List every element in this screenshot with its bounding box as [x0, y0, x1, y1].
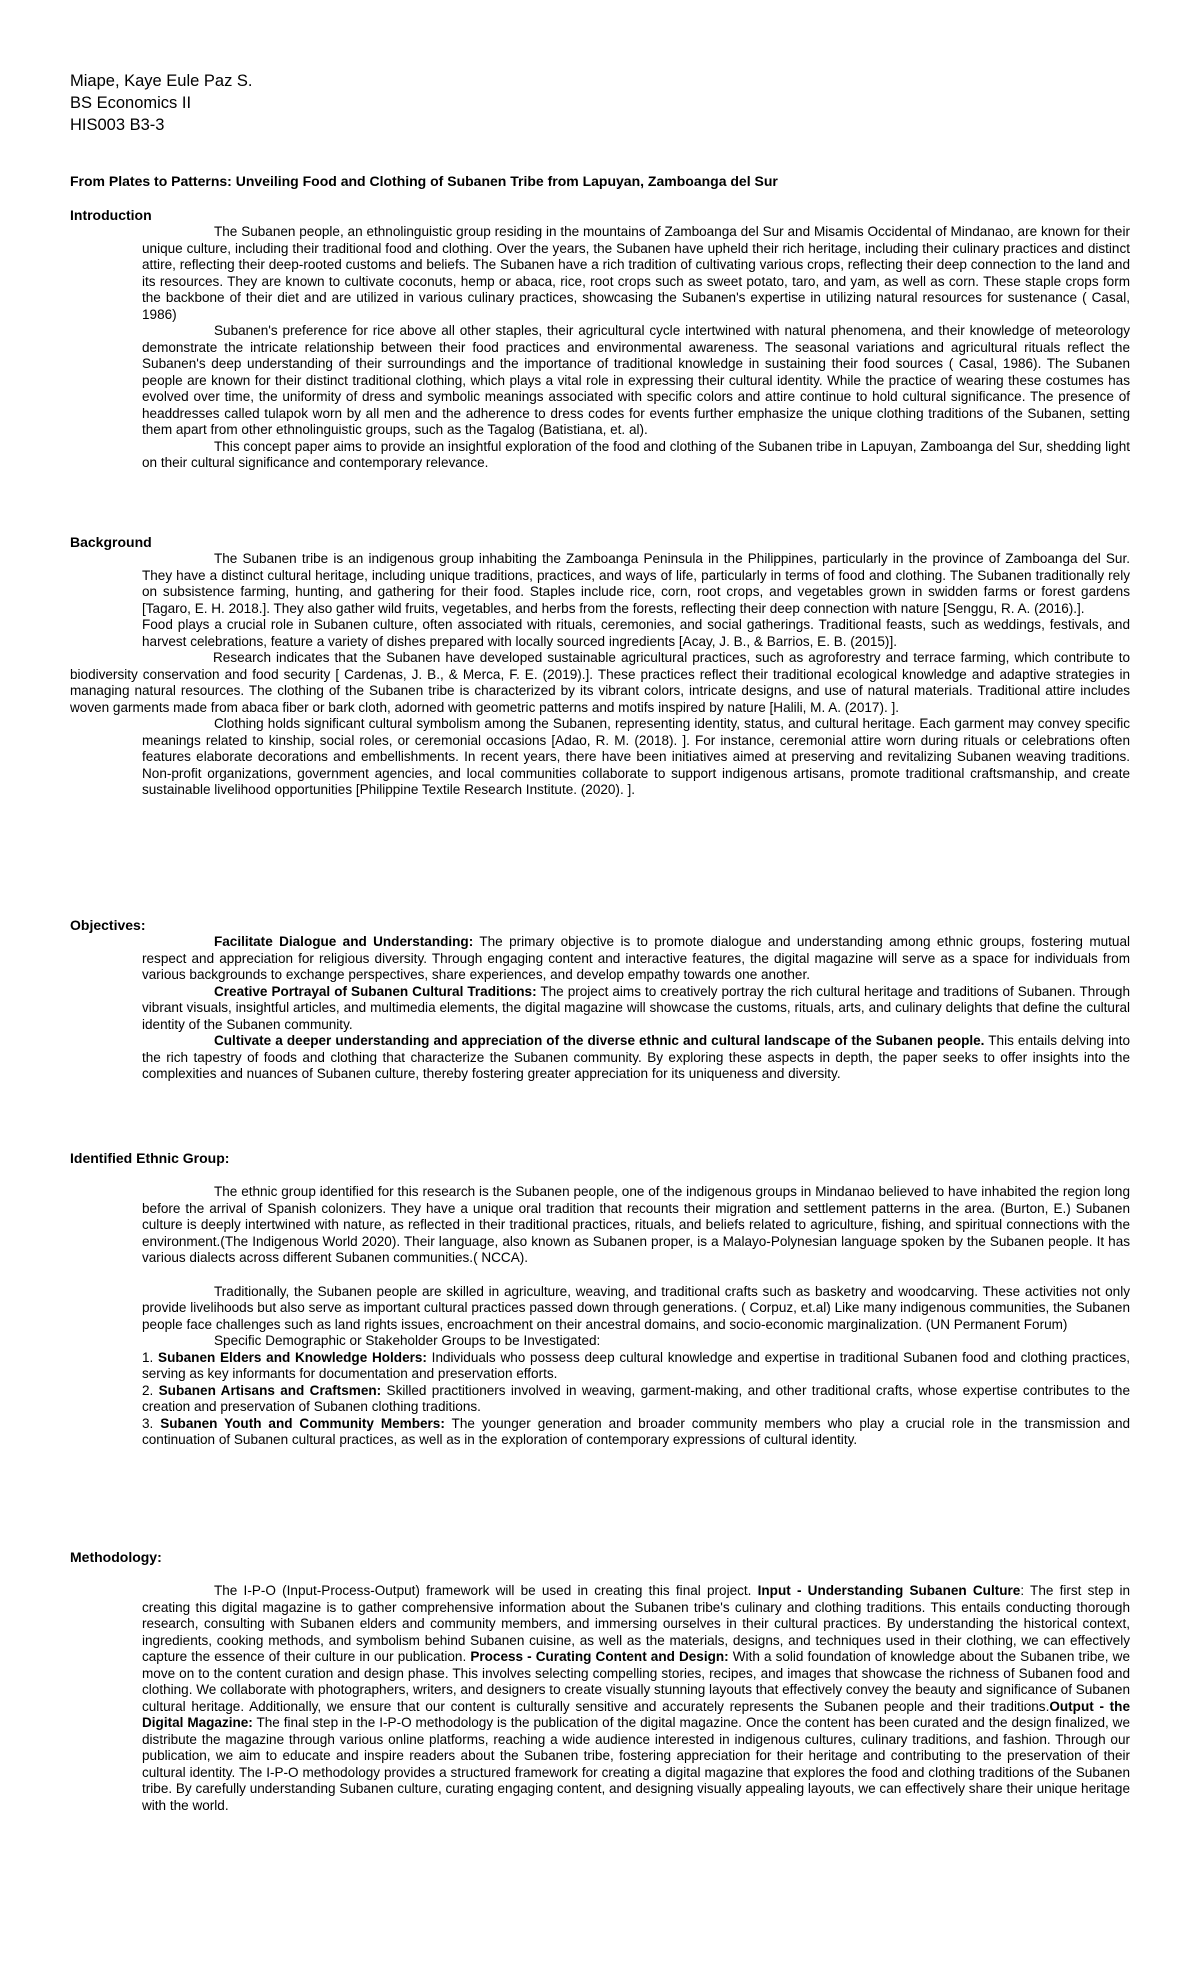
- methodology-heading: Methodology:: [70, 1549, 162, 1565]
- stakeholder-group-3-title: Subanen Youth and Community Members:: [160, 1415, 445, 1431]
- author-name: Miape, Kaye Eule Paz S.: [70, 72, 253, 90]
- background-heading: Background: [70, 534, 152, 550]
- objectives-heading: Objectives:: [70, 917, 146, 933]
- stakeholder-groups-label: Specific Demographic or Stakeholder Groups to be Investigated:: [214, 1333, 601, 1348]
- stakeholder-group-2: 2. Subanen Artisans and Craftsmen: Skilled practitioners involved in weaving, garment-making, and other traditional crafts, whose expertise contributes to the creation and preservation of Subanen clothing traditions.: [142, 1382, 1131, 1414]
- objective-3-title: Cultivate a deeper understanding and appreciation of the diverse ethnic and cultural landscape of the Subanen people.: [214, 1033, 985, 1048]
- methodology-paragraph: The I-P-O (Input-Process-Output) framework will be used in creating this final project. Input - Understanding Subanen Culture: The first step in creating this digital magazine is to gather comprehensive information about the Subanen tribe's culinary and clothing traditions. This entails conducting thorough research, consulting with Subanen elders and community members, and immersing ourselves in their cultural practices. By understanding the historical context, ingredients, cooking methods, and symbolism behind Subanen cuisine, as well as the materials, designs, and techniques used in their clothing, we can effectively capture the essence of their culture in our publication. Process - Curating Content and Design: With a solid foundation of knowledge about the Subanen tribe, we move on to the content curation and design phase. This involves selecting compelling stories, recipes, and images that showcase the richness of Subanen food and clothing. We collaborate with photographers, writers, and designers to create visually stunning layouts that effectively convey the beauty and significance of Subanen cultural heritage. Additionally, we ensure that our content is culturally sensitive and accurately represents the Subanen people and their traditions.Output - the Digital Magazine: The final step in the I-P-O methodology is the publication of the digital magazine. Once the content has been curated and the design finalized, we distribute the magazine through various online platforms, reaching a wide audience interested in indigenous cultures, culinary traditions, and fashion. Through our publication, we aim to educate and inspire readers about the Subanen tribe, fostering appreciation for their heritage and contributing to the preservation of their cultural identity. The I-P-O methodology provides a structured framework for creating a digital magazine that explores the food and clothing traditions of the Subanen tribe. By carefully understanding Subanen culture, curating engaging content, and designing visually appealing layouts, we can effectively share their unique heritage with the world.: [142, 1583, 1131, 1813]
- objective-3: [142, 1033, 1130, 1083]
- ethnic-group-paragraph-2: Traditionally, the Subanen people are skilled in agriculture, weaving, and traditional crafts such as basketry and woodcarving. These activities not only provide livelihoods but also serve as important cultural practices passed down through generations. ( Corpuz, et.al) Like many indigenous communities, the Subanen people face challenges such as land rights issues, encroachment on their ancestral domains, and socio-economic marginalization. (UN Permanent Forum): [142, 1283, 1130, 1332]
- ethnic-group-heading: Identified Ethnic Group:: [70, 1150, 230, 1166]
- objective-1-title: Facilitate Dialogue and Understanding:: [214, 934, 474, 949]
- stakeholder-group-1-text: Individuals who possess deep cultural knowledge and expertise in traditional Subanen food and clothing practices, serving as key informants for documentation and preservation efforts.: [142, 1349, 1130, 1381]
- methodology-input-title: Input - Understanding Subanen Culture: [757, 1583, 1021, 1598]
- ethnic-group-paragraph-1: The ethnic group identified for this research is the Subanen people, one of the indigenous groups in Mindanao believed to have inhabited the region long before the arrival of Spanish colonizers. They have a unique oral tradition that recounts their migration and settlement patterns in the area. (Burton, E.) Subanen culture is deeply intertwined with nature, as reflected in their traditional practices, rituals, and beliefs related to agriculture, fishing, and spiritual connections with the environment.(The Indigenous World 2020). Their language, also known as Subanen proper, is a Malayo-Polynesian language spoken by the Subanen people. It has various dialects across different Subanen communities.( NCCA).: [142, 1184, 1130, 1265]
- ethnic-group-section: [70, 1150, 1130, 1449]
- stakeholder-group-1: 1. Subanen Elders and Knowledge Holders: Individuals who possess deep cultural knowledge and expertise in traditional Subanen food and clothing practices, serving as key informants for documentation and preservation efforts.: [142, 1349, 1130, 1381]
- introduction-section: [70, 207, 1130, 472]
- introduction-paragraph-3: This concept paper aims to provide an insightful exploration of the food and clothing of the Subanen tribe in Lapuyan, Zamboanga del Sur, shedding light on their cultural significance and contemporary relevance.: [142, 438, 1130, 470]
- background-section: [70, 534, 1130, 799]
- paper-title: From Plates to Patterns: Unveiling Food and Clothing of Subanen Tribe from Lapuyan, Zamboanga del Sur: [70, 173, 778, 189]
- objective-1: [142, 934, 1130, 984]
- introduction-heading: Introduction: [70, 207, 152, 223]
- stakeholder-group-3-text: The younger generation and broader community members who play a crucial role in the transmission and continuation of Subanen cultural practices, as well as in the exploration of contemporary expressions of cultural identity.: [142, 1415, 1131, 1447]
- objectives-section: [70, 917, 1130, 1083]
- objective-2: [142, 984, 1130, 1034]
- program-name: BS Economics II: [70, 94, 192, 112]
- background-paragraph-3: Research indicates that the Subanen have developed sustainable agricultural practices, such as agroforestry and terrace farming, which contribute to biodiversity conservation and food security [ Cardenas, J. B., & Merca, F. E. (2019).]. These practices reflect their traditional ecological knowledge and adaptive strategies in managing natural resources. The clothing of the Subanen tribe is characterized by its vibrant colors, intricate designs, and use of natural materials. Traditional attire includes woven garments made from abaca fiber or bark cloth, adorned with geometric patterns and motifs inspired by nature [Halili, M. A. (2017). ].: [70, 650, 1130, 715]
- background-paragraph-1: The Subanen tribe is an indigenous group inhabiting the Zamboanga Peninsula in the Philippines, particularly in the province of Zamboanga del Sur. They have a distinct cultural heritage, including unique traditions, practices, and ways of life, particularly in terms of food and clothing. The Subanen traditionally rely on subsistence farming, hunting, and gathering for their food. Staples include rice, corn, root crops, and vegetables grown in swidden farms or forest gardens [Tagaro, E. H. 2018.]. They also gather wild fruits, vegetables, and herbs from the forests, reflecting their deep connection with nature [Senggu, R. A. (2016).].: [142, 551, 1130, 616]
- stakeholder-group-1-title: Subanen Elders and Knowledge Holders:: [158, 1349, 427, 1365]
- objective-2-title: Creative Portrayal of Subanen Cultural Traditions:: [214, 983, 537, 999]
- methodology-output-title: Output - the Digital Magazine:: [142, 1698, 1130, 1730]
- document-header: [70, 70, 253, 136]
- stakeholder-group-2-text: Skilled practitioners involved in weaving, garment-making, and other traditional crafts, whose expertise contributes to the creation and preservation of Subanen clothing traditions.: [142, 1382, 1131, 1414]
- objective-1-text: The primary objective is to promote dialogue and understanding among ethnic groups, fostering mutual respect and appreciation for religious diversity. Through engaging content and interactive features, the digital magazine will serve as a space for individuals from various backgrounds to exchange perspectives, share experiences, and develop empathy towards one another.: [142, 934, 1130, 982]
- background-paragraph-2: Food plays a crucial role in Subanen culture, often associated with rituals, ceremonies, and social gatherings. Traditional feasts, such as weddings, festivals, and harvest celebrations, feature a variety of dishes prepared with locally sourced ingredients [Acay, J. B., & Barrios, E. B. (2015)].: [142, 617, 1130, 649]
- introduction-paragraph-1: The Subanen people, an ethnolinguistic group residing in the mountains of Zamboanga del Sur and Misamis Occidental of Mindanao, are known for their unique culture, including their traditional food and clothing. Over the years, the Subanen have upheld their rich heritage, including their culinary practices and distinct attire, reflecting their deep-rooted customs and beliefs. The Subanen have a rich tradition of cultivating various crops, reflecting their deep connection to the land and its resources. They are known to cultivate coconuts, hemp or abaca, rice, root crops such as sweet potato, taro, and yam, as well as corn. These staple crops form the backbone of their diet and are utilized in various culinary practices, showcasing the Subanen's expertise in utilizing natural resources for sustenance ( Casal, 1986): [142, 224, 1130, 322]
- introduction-paragraph-2: Subanen's preference for rice above all other staples, their agricultural cycle intertwined with natural phenomena, and their knowledge of meteorology demonstrate the intricate relationship between their food practices and environmental awareness. The seasonal variations and agricultural rituals reflect the Subanen's deep understanding of their surroundings and the importance of traditional knowledge in sustaining their food sources ( Casal, 1986). The Subanen people are known for their distinct traditional clothing, which plays a vital role in expressing their cultural identity. While the practice of wearing these costumes has evolved over time, the uniformity of dress and symbolic meanings associated with specific colors and attire continue to hold cultural significance. The presence of headdresses called tulapok worn by all men and the adherence to dress codes for events further emphasize the unique clothing traditions of the Subanen, setting them apart from other ethnolinguistic groups, such as the Tagalog (Batistiana, et. al).: [142, 323, 1130, 437]
- methodology-process-title: Process - Curating Content and Design:: [470, 1649, 729, 1664]
- stakeholder-group-2-title: Subanen Artisans and Craftsmen:: [158, 1382, 382, 1398]
- objective-2-text: The project aims to creatively portray the rich cultural heritage and traditions of Subanen. Through vibrant visuals, insightful articles, and multimedia elements, the digital magazine will showcase the customs, rituals, arts, and culinary delights that define the cultural identity of the Subanen community.: [142, 983, 1130, 1032]
- stakeholder-group-3: 3. Subanen Youth and Community Members: The younger generation and broader community members who play a crucial role in the transmission and continuation of Subanen cultural practices, as well as in the exploration of contemporary expressions of cultural identity.: [142, 1415, 1131, 1447]
- course-code: HIS003 B3-3: [70, 116, 165, 134]
- objective-3-text: This entails delving into the rich tapestry of foods and clothing that characterize the Subanen community. By exploring these aspects in depth, the paper seeks to offer insights into the complexities and nuances of Subanen culture, thereby fostering greater appreciation for its uniqueness and diversity.: [142, 1033, 1130, 1081]
- background-paragraph-4: Clothing holds significant cultural symbolism among the Subanen, representing identity, status, and cultural heritage. Each garment may convey specific meanings related to kinship, social roles, or ceremonial occasions [Adao, R. M. (2018). ]. For instance, ceremonial attire worn during rituals or celebrations often features elaborate decorations and embellishments. In recent years, there have been initiatives aimed at preserving and revitalizing Subanen weaving traditions. Non-profit organizations, government agencies, and local communities collaborate to support indigenous artisans, promote traditional craftsmanship, and create sustainable livelihood opportunities [Philippine Textile Research Institute. (2020). ].: [142, 716, 1130, 797]
- methodology-section: [70, 1549, 1130, 1814]
